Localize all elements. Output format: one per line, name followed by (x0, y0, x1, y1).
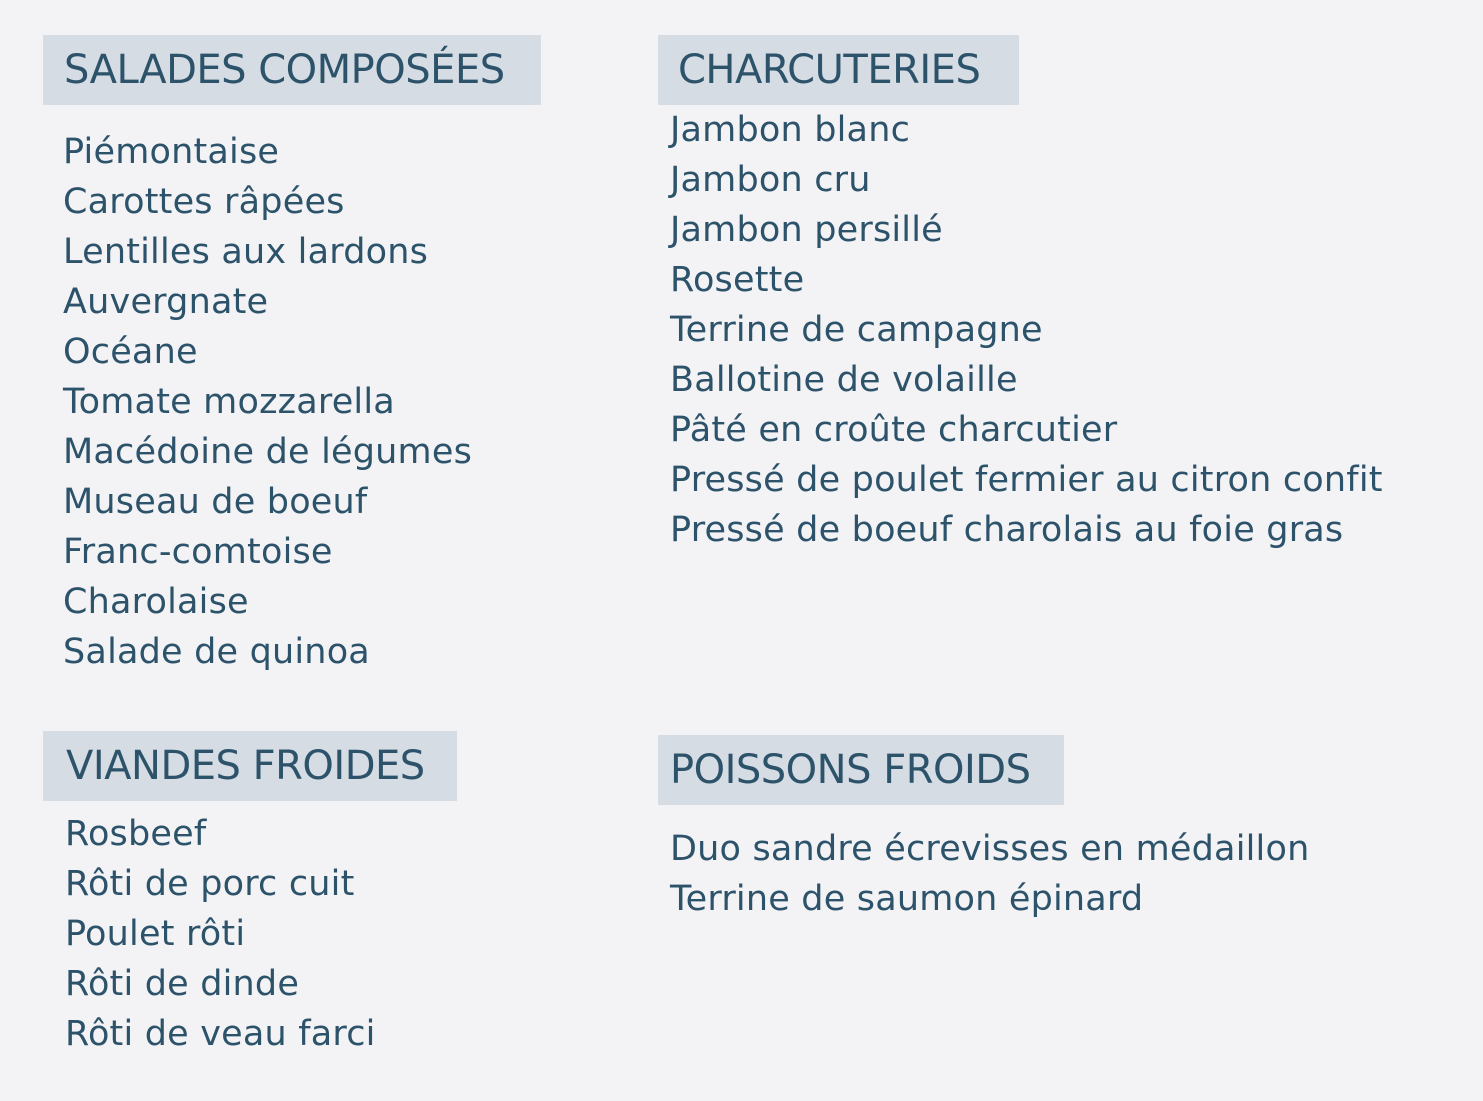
list-item: Museau de boeuf (63, 482, 368, 522)
list-item: Auvergnate (63, 282, 269, 322)
section-heading-charcuteries: CHARCUTERIES (658, 35, 1019, 105)
list-item: Pressé de poulet fermier au citron confit (670, 460, 1383, 500)
list-item: Salade de quinoa (63, 632, 370, 672)
section-salades-composees (43, 35, 541, 677)
list-item: Pressé de boeuf charolais au foie gras (670, 510, 1344, 550)
list-item: Rosbeef (65, 814, 207, 854)
viandes-list (43, 809, 457, 1059)
list-item: Piémontaise (63, 132, 280, 172)
section-heading-viandes: VIANDES FROIDES (43, 731, 457, 801)
list-item: Rôti de porc cuit (65, 864, 355, 904)
list-item: Terrine de campagne (670, 310, 1043, 350)
section-charcuteries (658, 35, 1383, 555)
section-heading-salades: SALADES COMPOSÉES (43, 35, 541, 105)
section-poissons-froids (658, 735, 1309, 924)
list-item: Rôti de dinde (65, 964, 300, 1004)
list-item: Macédoine de légumes (63, 432, 473, 472)
section-heading-poissons: POISSONS FROIDS (658, 735, 1064, 805)
list-item: Rôti de veau farci (65, 1014, 376, 1054)
poissons-list (658, 824, 1309, 924)
list-item: Poulet rôti (65, 914, 246, 954)
list-item: Ballotine de volaille (670, 360, 1018, 400)
list-item: Océane (63, 332, 198, 372)
charcuteries-list (658, 105, 1383, 555)
list-item: Pâté en croûte charcutier (670, 410, 1118, 450)
list-item: Carottes râpées (63, 182, 345, 222)
section-viandes-froides (43, 731, 457, 1059)
list-item: Rosette (670, 260, 805, 300)
list-item: Tomate mozzarella (63, 382, 395, 422)
list-item: Franc-comtoise (63, 532, 333, 572)
list-item: Lentilles aux lardons (63, 232, 429, 272)
list-item: Duo sandre écrevisses en médaillon (670, 829, 1310, 869)
salades-list (43, 127, 541, 677)
list-item: Jambon cru (670, 160, 871, 200)
list-item: Jambon persillé (670, 210, 943, 250)
list-item: Terrine de saumon épinard (670, 879, 1144, 919)
list-item: Jambon blanc (670, 110, 911, 150)
list-item: Charolaise (63, 582, 249, 622)
